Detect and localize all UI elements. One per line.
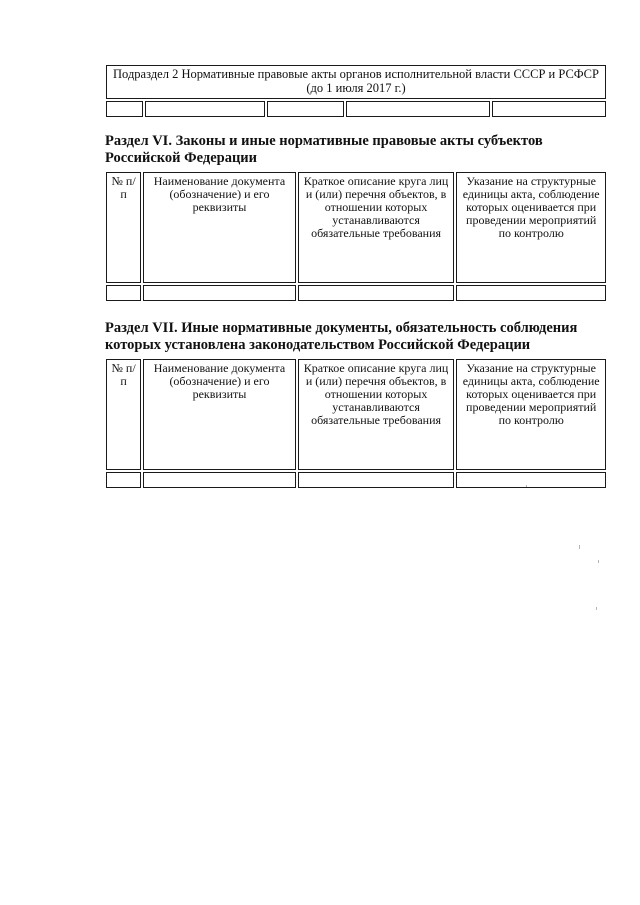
- section-6-heading: Раздел VI. Законы и иные нормативные правовые акты субъектов Российской Федерации: [105, 133, 543, 166]
- scan-artifact: [598, 560, 599, 563]
- empty-cell: [106, 101, 143, 117]
- subsection-2-table: [104, 63, 608, 119]
- empty-cell: [143, 472, 296, 488]
- empty-cell: [106, 472, 141, 488]
- column-header-number: № п/п: [106, 172, 141, 283]
- table-row: [106, 101, 606, 117]
- column-header-structural-units: Указание на структурные единицы акта, соблюдение которых оценивается при проведении мероприятий по контролю: [456, 172, 606, 283]
- empty-cell: [346, 101, 489, 117]
- table-row: [106, 285, 606, 301]
- column-header-structural-units: Указание на структурные единицы акта, соблюдение которых оценивается при проведении мероприятий по контролю: [456, 359, 606, 470]
- column-header-document-name: Наименование документа (обозначение) и его реквизиты: [143, 359, 296, 470]
- empty-cell: [456, 285, 606, 301]
- table-header-row: [106, 172, 606, 283]
- scan-artifact: [579, 545, 580, 549]
- empty-cell: [106, 285, 141, 301]
- empty-cell: [145, 101, 266, 117]
- column-header-description: Краткое описание круга лиц и (или) перечня объектов, в отношении которых устанавливаются обязательные требования: [298, 359, 455, 470]
- empty-cell: [298, 472, 455, 488]
- section-7-table: [104, 357, 608, 490]
- scan-artifact: [526, 485, 527, 487]
- table-row: [106, 472, 606, 488]
- empty-cell: [143, 285, 296, 301]
- table-header-row: [106, 359, 606, 470]
- column-header-number: № п/п: [106, 359, 141, 470]
- section-7-heading: Раздел VII. Иные нормативные документы, обязательность соблюдения которых установлена законодательством Российской Федерации: [105, 320, 578, 353]
- section-6-table: [104, 170, 608, 303]
- empty-cell: [298, 285, 455, 301]
- subsection-title: Подраздел 2 Нормативные правовые акты органов исполнительной власти СССР и РСФСР (до 1 июля 2017 г.): [106, 65, 606, 99]
- scan-artifact: [596, 607, 597, 610]
- empty-cell: [456, 472, 606, 488]
- column-header-description: Краткое описание круга лиц и (или) перечня объектов, в отношении которых устанавливаются обязательные требования: [298, 172, 455, 283]
- empty-cell: [267, 101, 344, 117]
- column-header-document-name: Наименование документа (обозначение) и его реквизиты: [143, 172, 296, 283]
- empty-cell: [492, 101, 606, 117]
